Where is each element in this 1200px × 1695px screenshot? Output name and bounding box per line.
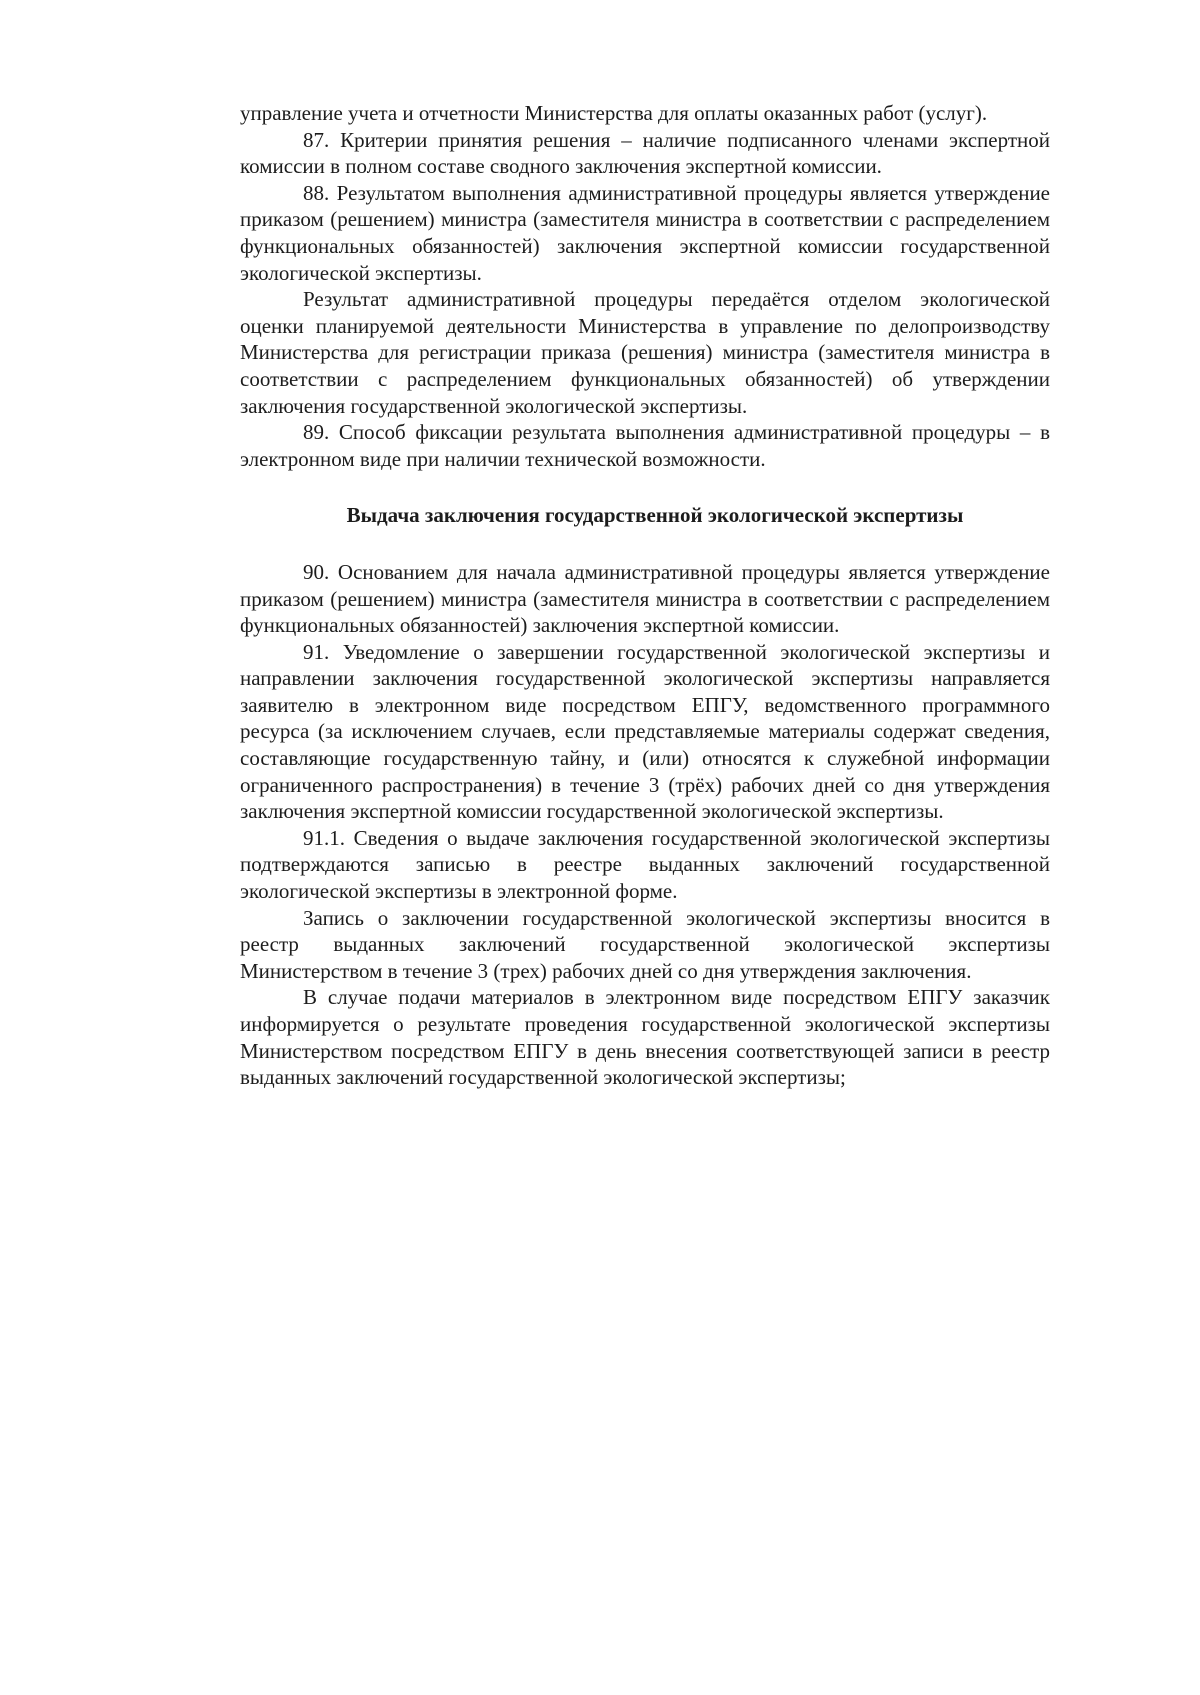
paragraph-epgu-notification: В случае подачи материалов в электронном виде посредством ЕПГУ заказчик информируется о результате проведения государственной экологической экспертизы Министерством посредством ЕПГУ в день внесения соответствующей записи в реестр выданных заключений государственной экологической экспертизы;: [240, 985, 1050, 1090]
paragraph-87: 87. Критерии принятия решения – наличие подписанного членами экспертной комиссии в полном составе сводного заключения экспертной комиссии.: [240, 127, 1050, 179]
paragraph-90: 90. Основанием для начала административной процедуры является утверждение приказом (решением) министра (заместителя министра в соответствии с распределением функциональных обязанностей) заключения экспертной комиссии.: [240, 559, 1050, 638]
document-body: [240, 100, 1050, 1091]
paragraph-91: 91. Уведомление о завершении государственной экологической экспертизы и направлении заключения государственной экологической экспертизы направляется заявителю в электронном виде посредством ЕПГУ, ведомственного программного ресурса (за исключением случаев, если представляемые материалы содержат сведения, составляющие государственную тайну, и (или) относятся к служебной информации ограниченного распространения) в течение 3 (трёх) рабочих дней со дня утверждения заключения экспертной комиссии государственной экологической экспертизы.: [240, 639, 1050, 824]
paragraph-88: 88. Результатом выполнения административной процедуры является утверждение приказом (решением) министра (заместителя министра в соответствии с распределением функциональных обязанностей) заключения экспертной комиссии государственной экологической экспертизы.: [240, 180, 1050, 285]
paragraph-88-result: Результат административной процедуры передаётся отделом экологической оценки планируемой деятельности Министерства в управление по делопроизводству Министерства для регистрации приказа (решения) министра (заместителя министра в соответствии с распределением функциональных обязанностей) об утверждении заключения государственной экологической экспертизы.: [240, 287, 1050, 418]
paragraph-continuation: управление учета и отчетности Министерства для оплаты оказанных работ (услуг).: [240, 101, 988, 125]
paragraph-91-1: 91.1. Сведения о выдаче заключения государственной экологической экспертизы подтверждаются записью в реестре выданных заключений государственной экологической экспертизы в электронной форме.: [240, 825, 1050, 904]
paragraph-registry-record: Запись о заключении государственной экологической экспертизы вносится в реестр выданных заключений государственной экологической экспертизы Министерством в течение 3 (трех) рабочих дней со дня утверждения заключения.: [240, 905, 1050, 983]
section-heading: Выдача заключения государственной экологической экспертизы: [346, 503, 964, 528]
paragraph-89: 89. Способ фиксации результата выполнения административной процедуры – в электронном виде при наличии технической возможности.: [240, 420, 1050, 471]
